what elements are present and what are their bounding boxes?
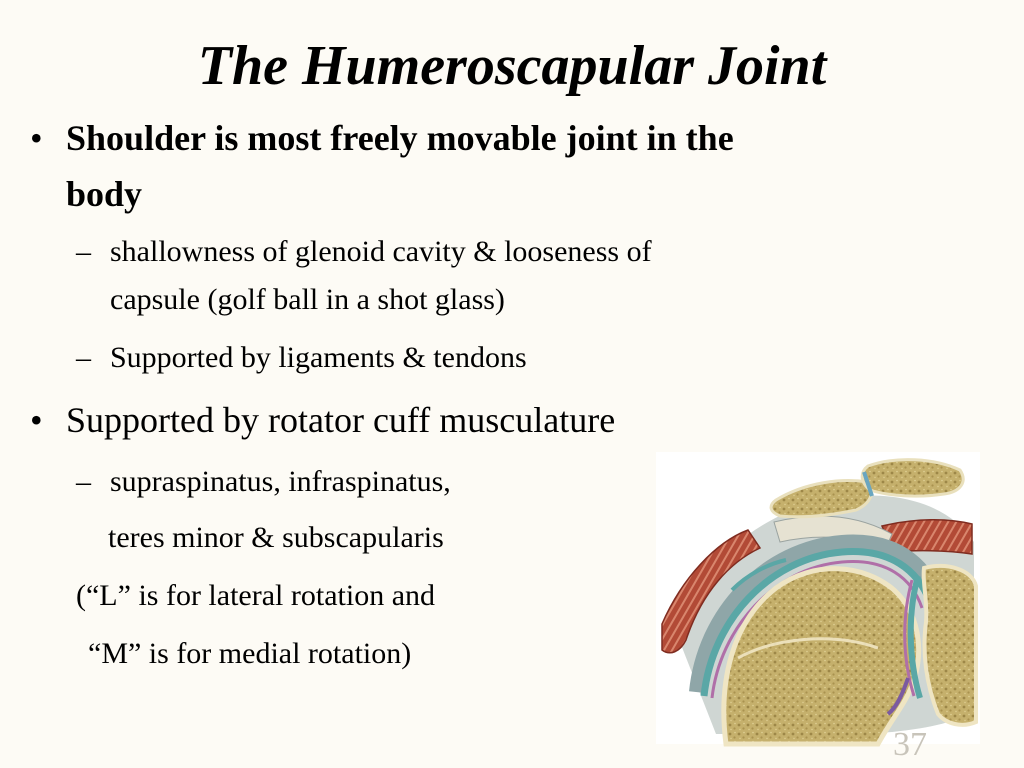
dash-icon: – [76,465,91,498]
continuation-line-1: teres minor & subscapularis [108,521,444,554]
bullet-1-line-1: Shoulder is most freely movable joint in the [66,118,734,158]
bullet-2-text: Supported by rotator cuff musculature [66,400,616,440]
sub-bullet-1-line-1: shallowness of glenoid cavity & looseness of [110,235,652,268]
sub-bullet-1-line-2: capsule (golf ball in a shot glass) [110,283,505,316]
bullet-icon: • [30,118,43,158]
bullet-icon: • [30,400,43,440]
sub-bullet-3: supraspinatus, infraspinatus, [110,465,451,498]
sub-bullet-2: Supported by ligaments & tendons [110,341,527,374]
slide-number: 37 [893,726,927,763]
bullet-1-line-2: body [66,174,143,214]
continuation-line-2: (“L” is for lateral rotation and [76,579,436,612]
slide-title: The Humeroscapular Joint [197,35,827,97]
dash-icon: – [76,235,91,268]
dash-icon: – [76,341,91,374]
continuation-line-3: “M” is for medial rotation) [88,637,412,670]
